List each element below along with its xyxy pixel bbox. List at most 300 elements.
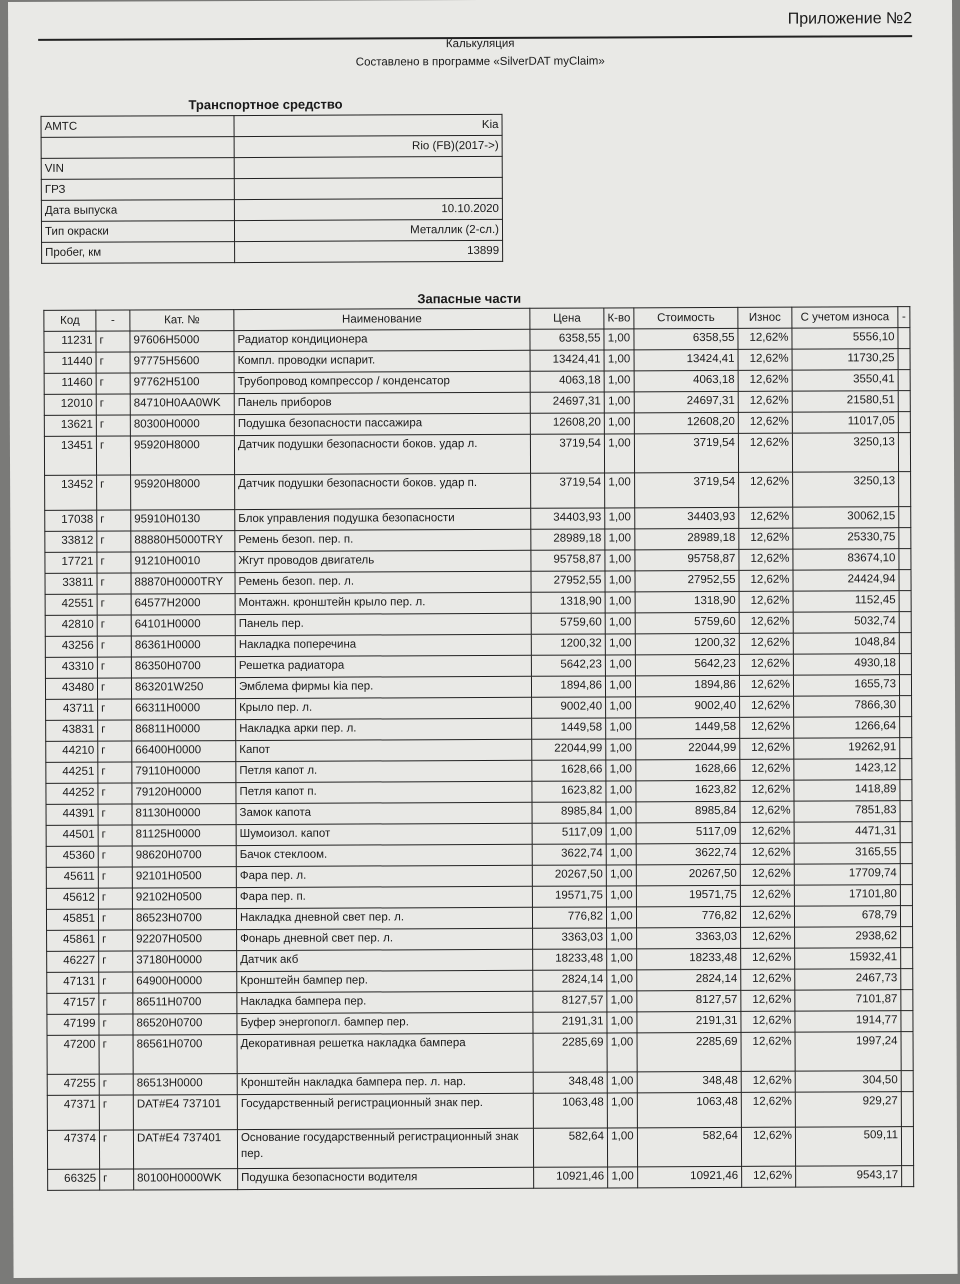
empty-cell <box>900 780 912 801</box>
part-price: 22044,99 <box>532 739 606 760</box>
part-quantity: 1,00 <box>606 865 636 886</box>
part-type: г <box>98 888 132 909</box>
part-cost: 2191,31 <box>637 1011 741 1032</box>
part-quantity: 1,00 <box>607 991 637 1012</box>
part-quantity: 1,00 <box>607 1072 637 1093</box>
part-code: 12010 <box>44 394 96 415</box>
empty-cell <box>899 633 911 654</box>
part-wear: 12,62% <box>741 1092 795 1127</box>
part-cost: 3622,74 <box>636 843 740 864</box>
part-net-cost: 678,79 <box>794 906 900 927</box>
part-name: Петля капот п. <box>236 781 532 803</box>
empty-cell <box>898 412 910 433</box>
part-net-cost: 3165,55 <box>794 843 900 864</box>
part-cost: 582,64 <box>637 1127 741 1166</box>
part-cost: 1063,48 <box>637 1092 741 1127</box>
part-name: Жгут проводов двигатель <box>235 550 531 572</box>
part-wear: 12,62% <box>741 1071 795 1092</box>
part-wear: 12,62% <box>740 759 794 780</box>
part-net-cost: 1048,84 <box>793 633 899 654</box>
part-net-cost: 25330,75 <box>793 528 899 549</box>
part-type: г <box>99 972 133 993</box>
part-code: 45612 <box>46 888 98 909</box>
part-type: г <box>97 594 131 615</box>
part-catalog-number: 86561H0700 <box>133 1035 237 1074</box>
part-net-cost: 21580,51 <box>792 391 898 412</box>
part-name: Подушка безопасности пассажира <box>234 413 530 435</box>
part-type: г <box>99 993 133 1014</box>
part-code: 46227 <box>47 951 99 972</box>
table-row <box>47 1092 913 1131</box>
part-code: 47199 <box>47 1014 99 1035</box>
vehicle-table <box>41 114 504 264</box>
part-catalog-number: 64900H0000 <box>133 972 237 993</box>
part-quantity: 1,00 <box>605 592 635 613</box>
part-quantity: 1,00 <box>606 802 636 823</box>
part-type: г <box>98 846 132 867</box>
part-type: г <box>98 909 132 930</box>
part-name: Фара пер. п. <box>236 886 532 908</box>
part-catalog-number: 37180H0000 <box>133 951 237 972</box>
part-type: г <box>99 1014 133 1035</box>
empty-cell <box>899 507 911 528</box>
part-quantity: 1,00 <box>604 413 634 434</box>
part-cost: 24697,31 <box>634 391 738 412</box>
part-wear: 12,62% <box>742 1166 796 1187</box>
empty-cell <box>901 1032 913 1071</box>
part-name: Накладка бампера пер. <box>237 991 533 1013</box>
part-net-cost: 5032,74 <box>793 612 899 633</box>
table-row <box>45 472 911 511</box>
part-code: 45611 <box>46 867 98 888</box>
part-net-cost: 1266,64 <box>794 717 900 738</box>
part-catalog-number: 81125H0000 <box>132 825 236 846</box>
part-code: 42810 <box>45 615 97 636</box>
part-code: 43831 <box>46 720 98 741</box>
part-wear: 12,62% <box>739 633 793 654</box>
part-name: Государственный регистрационный знак пер. <box>237 1093 533 1129</box>
part-price: 2824,14 <box>533 970 607 991</box>
part-cost: 3719,54 <box>635 472 739 507</box>
part-quantity: 1,00 <box>604 434 634 473</box>
part-name: Монтажн. кронштейн крыло пер. л. <box>235 592 531 614</box>
calculation-title: Калькуляция <box>445 37 515 51</box>
part-wear: 12,62% <box>740 885 794 906</box>
part-catalog-number: 79120H0000 <box>132 783 236 804</box>
part-type: г <box>96 331 130 352</box>
part-cost: 8127,57 <box>637 990 741 1011</box>
part-code: 45861 <box>47 930 99 951</box>
part-net-cost: 24424,94 <box>793 570 899 591</box>
part-cost: 1449,58 <box>636 717 740 738</box>
part-quantity: 1,00 <box>606 739 636 760</box>
part-code: 45360 <box>46 846 98 867</box>
part-quantity: 1,00 <box>605 550 635 571</box>
part-code: 47157 <box>47 993 99 1014</box>
part-type: г <box>96 352 130 373</box>
part-cost: 12608,20 <box>634 412 738 433</box>
col-header: Износ <box>738 307 792 328</box>
part-price: 95758,87 <box>531 550 605 571</box>
empty-cell <box>900 696 912 717</box>
part-price: 34403,93 <box>531 508 605 529</box>
col-header: Кат. № <box>130 310 234 331</box>
empty-cell <box>899 591 911 612</box>
part-type: г <box>98 699 132 720</box>
part-price: 13424,41 <box>530 350 604 371</box>
part-cost: 27952,55 <box>635 570 739 591</box>
part-code: 43480 <box>45 678 97 699</box>
part-cost: 9002,40 <box>636 696 740 717</box>
part-catalog-number: 95920H8000 <box>131 475 235 510</box>
part-name: Датчик подушки безопасности боков. удар л. <box>234 434 530 474</box>
part-name: Трубопровод компрессор / конденсатор <box>234 371 530 393</box>
empty-cell <box>901 990 913 1011</box>
part-quantity: 1,00 <box>605 508 635 529</box>
part-wear: 12,62% <box>740 717 794 738</box>
empty-cell <box>899 472 911 507</box>
part-price: 1318,90 <box>531 592 605 613</box>
part-code: 44210 <box>46 741 98 762</box>
empty-cell <box>898 433 910 472</box>
part-name: Решетка радиатора <box>235 655 531 677</box>
part-price: 582,64 <box>533 1128 607 1167</box>
part-code: 13451 <box>44 436 96 475</box>
vehicle-row <box>41 114 502 137</box>
vehicle-field-value: Rio (FB)(2017->) <box>234 135 502 157</box>
part-catalog-number: 97762H5100 <box>130 373 234 394</box>
part-net-cost: 2467,73 <box>795 969 901 990</box>
part-type: г <box>98 741 132 762</box>
part-code: 17038 <box>45 510 97 531</box>
col-header: - <box>96 310 130 331</box>
part-name: Накладка поперечина <box>235 634 531 656</box>
part-quantity: 1,00 <box>607 1012 637 1033</box>
part-code: 43711 <box>46 699 98 720</box>
appendix-label: Приложение №2 <box>787 10 913 28</box>
col-header: С учетом износа <box>792 307 898 328</box>
part-quantity: 1,00 <box>604 329 634 350</box>
part-price: 5117,09 <box>532 823 606 844</box>
part-type: г <box>96 415 130 436</box>
part-price: 2285,69 <box>533 1033 607 1072</box>
part-name: Кронштейн накладка бампера пер. л. нар. <box>237 1072 533 1094</box>
part-wear: 12,62% <box>738 433 792 472</box>
part-name: Радиатор кондиционера <box>234 329 530 351</box>
part-catalog-number: 92207H0500 <box>133 930 237 951</box>
vehicle-field-value: Металлик (2-сл.) <box>234 219 502 241</box>
part-cost: 5117,09 <box>636 822 740 843</box>
empty-cell <box>900 717 912 738</box>
part-price: 1894,86 <box>531 676 605 697</box>
part-catalog-number: 86520H0700 <box>133 1014 237 1035</box>
part-catalog-number: 92102H0500 <box>132 888 236 909</box>
vehicle-field-label <box>41 137 234 159</box>
part-catalog-number: 86350H0700 <box>131 657 235 678</box>
part-net-cost: 1914,77 <box>795 1011 901 1032</box>
part-code: 44252 <box>46 783 98 804</box>
part-net-cost: 2938,62 <box>795 927 901 948</box>
part-cost: 1200,32 <box>635 633 739 654</box>
part-price: 19571,75 <box>532 886 606 907</box>
part-cost: 13424,41 <box>634 349 738 370</box>
part-name: Ремень безоп. пер. п. <box>235 529 531 551</box>
empty-cell <box>899 654 911 675</box>
part-catalog-number: 97606H5000 <box>130 331 234 352</box>
part-wear: 12,62% <box>740 843 794 864</box>
part-cost: 20267,50 <box>636 864 740 885</box>
parts-section-title: Запасные части <box>417 290 522 307</box>
part-wear: 12,62% <box>738 370 792 391</box>
part-code: 47255 <box>47 1074 99 1095</box>
part-catalog-number: 86361H0000 <box>131 636 235 657</box>
part-catalog-number: DAT#E4 737101 <box>133 1095 237 1130</box>
part-net-cost: 17101,80 <box>794 885 900 906</box>
vehicle-row <box>41 198 502 221</box>
part-net-cost: 11730,25 <box>792 349 898 370</box>
vehicle-row <box>41 219 502 242</box>
part-type: г <box>98 720 132 741</box>
empty-cell <box>900 843 912 864</box>
part-type: г <box>97 531 131 552</box>
vehicle-field-value <box>234 177 502 199</box>
part-net-cost: 4471,31 <box>794 822 900 843</box>
part-price: 4063,18 <box>530 371 604 392</box>
part-quantity: 1,00 <box>606 823 636 844</box>
part-wear: 12,62% <box>740 906 794 927</box>
empty-cell <box>900 906 912 927</box>
part-code: 47371 <box>47 1095 99 1130</box>
part-wear: 12,62% <box>739 591 793 612</box>
vehicle-field-value: 10.10.2020 <box>234 198 502 220</box>
part-name: Фара пер. л. <box>236 865 532 887</box>
part-catalog-number: 81130H0000 <box>132 804 236 825</box>
part-price: 1628,66 <box>532 760 606 781</box>
part-price: 5759,60 <box>531 613 605 634</box>
part-code: 44501 <box>46 825 98 846</box>
part-code: 44251 <box>46 762 98 783</box>
part-wear: 12,62% <box>739 612 793 633</box>
part-wear: 12,62% <box>741 1127 795 1166</box>
part-price: 3622,74 <box>532 844 606 865</box>
part-price: 10921,46 <box>534 1167 608 1188</box>
part-wear: 12,62% <box>740 696 794 717</box>
part-price: 12608,20 <box>530 413 604 434</box>
part-code: 13621 <box>44 415 96 436</box>
part-quantity: 1,00 <box>606 697 636 718</box>
part-code: 47131 <box>47 972 99 993</box>
part-quantity: 1,00 <box>605 473 635 508</box>
vehicle-row <box>41 156 502 179</box>
part-quantity: 1,00 <box>607 1093 637 1128</box>
part-cost: 4063,18 <box>634 370 738 391</box>
empty-cell <box>900 801 912 822</box>
part-catalog-number: 80300H0000 <box>130 415 234 436</box>
part-type: г <box>97 636 131 657</box>
part-cost: 95758,87 <box>635 549 739 570</box>
part-name: Панель приборов <box>234 392 530 414</box>
part-code: 47374 <box>47 1130 99 1169</box>
part-name: Подушка безопасности водителя <box>238 1167 534 1189</box>
part-net-cost: 15932,41 <box>795 948 901 969</box>
parts-table <box>43 306 914 1191</box>
part-price: 3719,54 <box>531 473 605 508</box>
part-net-cost: 19262,91 <box>794 738 900 759</box>
vehicle-field-value: 13899 <box>235 240 503 262</box>
part-catalog-number: 86523H0700 <box>132 909 236 930</box>
part-type: г <box>97 510 131 531</box>
part-type: г <box>99 930 133 951</box>
part-name: Компл. проводки испарит. <box>234 350 530 372</box>
vehicle-section-title: Транспортное средство <box>188 96 343 113</box>
part-cost: 1628,66 <box>636 759 740 780</box>
part-quantity: 1,00 <box>604 371 634 392</box>
part-name: Бачок стеклоом. <box>236 844 532 866</box>
vehicle-field-label: ГРЗ <box>41 179 234 201</box>
document-page <box>8 0 958 1278</box>
part-type: г <box>98 762 132 783</box>
part-wear: 12,62% <box>741 948 795 969</box>
part-quantity: 1,00 <box>606 886 636 907</box>
empty-cell <box>901 1092 913 1127</box>
part-code: 17721 <box>45 552 97 573</box>
part-price: 20267,50 <box>532 865 606 886</box>
part-quantity: 1,00 <box>605 634 635 655</box>
calculation-subtitle: Составлено в программе «SilverDAT myClaim» <box>355 55 605 69</box>
part-type: г <box>96 373 130 394</box>
part-catalog-number: 66311H0000 <box>132 699 236 720</box>
empty-cell <box>901 1071 913 1092</box>
part-quantity: 1,00 <box>605 529 635 550</box>
part-catalog-number: 91210H0010 <box>131 552 235 573</box>
vehicle-field-label: VIN <box>41 158 234 180</box>
empty-cell <box>899 570 911 591</box>
col-header: Цена <box>530 308 604 329</box>
part-cost: 1623,82 <box>636 780 740 801</box>
empty-cell <box>901 1011 913 1032</box>
table-row <box>44 433 910 476</box>
part-quantity: 1,00 <box>607 928 637 949</box>
part-net-cost: 3550,41 <box>792 370 898 391</box>
vehicle-field-label: Тип окраски <box>41 221 234 243</box>
part-net-cost: 7101,87 <box>795 990 901 1011</box>
empty-cell <box>901 969 913 990</box>
part-catalog-number: 86513H0000 <box>133 1074 237 1095</box>
part-price: 1623,82 <box>532 781 606 802</box>
part-price: 8985,84 <box>532 802 606 823</box>
part-name: Капот <box>236 739 532 761</box>
part-quantity: 1,00 <box>607 1033 637 1072</box>
part-quantity: 1,00 <box>604 350 634 371</box>
part-quantity: 1,00 <box>606 718 636 739</box>
part-cost: 776,82 <box>636 906 740 927</box>
part-code: 43310 <box>45 657 97 678</box>
part-code: 44391 <box>46 804 98 825</box>
part-type: г <box>96 436 130 475</box>
part-name: Блок управления подушка безопасности <box>235 508 531 530</box>
part-type: г <box>97 573 131 594</box>
table-row <box>47 1127 913 1170</box>
vehicle-row <box>41 135 502 158</box>
part-type: г <box>99 1074 133 1095</box>
part-wear: 12,62% <box>741 969 795 990</box>
part-cost: 34403,93 <box>635 507 739 528</box>
part-cost: 1318,90 <box>635 591 739 612</box>
part-net-cost: 3250,13 <box>793 472 899 507</box>
part-wear: 12,62% <box>741 927 795 948</box>
part-price: 1200,32 <box>531 634 605 655</box>
table-row <box>47 1032 913 1075</box>
part-wear: 12,62% <box>738 349 792 370</box>
part-name: Панель пер. <box>235 613 531 635</box>
part-quantity: 1,00 <box>607 949 637 970</box>
part-type: г <box>97 678 131 699</box>
part-type: г <box>99 1095 133 1130</box>
part-cost: 19571,75 <box>636 885 740 906</box>
empty-cell <box>898 349 910 370</box>
empty-cell <box>900 738 912 759</box>
part-type: г <box>99 1130 133 1169</box>
vehicle-field-label: АМТС <box>41 116 234 138</box>
part-net-cost: 1152,45 <box>793 591 899 612</box>
part-wear: 12,62% <box>739 570 793 591</box>
part-price: 24697,31 <box>530 392 604 413</box>
part-catalog-number: 863201W250 <box>131 678 235 699</box>
part-cost: 5759,60 <box>635 612 739 633</box>
part-type: г <box>100 1169 134 1190</box>
part-catalog-number: 95910H0130 <box>131 510 235 531</box>
part-name: Датчик акб <box>237 949 533 971</box>
part-quantity: 1,00 <box>606 844 636 865</box>
part-type: г <box>98 804 132 825</box>
part-price: 5642,23 <box>531 655 605 676</box>
part-cost: 1894,86 <box>635 675 739 696</box>
part-price: 18233,48 <box>533 949 607 970</box>
part-price: 2191,31 <box>533 1012 607 1033</box>
part-code: 45851 <box>46 909 98 930</box>
part-cost: 22044,99 <box>636 738 740 759</box>
part-name: Крыло пер. л. <box>236 697 532 719</box>
part-code: 33812 <box>45 531 97 552</box>
part-catalog-number: 79110H0000 <box>132 762 236 783</box>
part-catalog-number: 84710H0AA0WK <box>130 394 234 415</box>
part-wear: 12,62% <box>739 528 793 549</box>
part-price: 3719,54 <box>530 434 604 473</box>
vehicle-field-label: Дата выпуска <box>41 200 234 222</box>
empty-cell <box>899 675 911 696</box>
part-type: г <box>99 1035 133 1074</box>
part-quantity: 1,00 <box>607 1128 637 1167</box>
part-name: Петля капот л. <box>236 760 532 782</box>
part-name: Декоративная решетка накладка бампера <box>237 1033 533 1073</box>
empty-cell <box>899 549 911 570</box>
part-catalog-number: 97775H5600 <box>130 352 234 373</box>
part-code: 66325 <box>48 1169 100 1190</box>
col-header: - <box>898 307 910 328</box>
part-wear: 12,62% <box>741 990 795 1011</box>
part-type: г <box>98 783 132 804</box>
part-name: Накладка дневной свет пер. л. <box>236 907 532 929</box>
part-wear: 12,62% <box>739 654 793 675</box>
part-price: 1449,58 <box>532 718 606 739</box>
part-cost: 2824,14 <box>637 969 741 990</box>
part-quantity: 1,00 <box>606 781 636 802</box>
part-price: 1063,48 <box>533 1093 607 1128</box>
empty-cell <box>900 885 912 906</box>
empty-cell <box>898 328 910 349</box>
part-price: 348,48 <box>533 1072 607 1093</box>
part-quantity: 1,00 <box>605 571 635 592</box>
